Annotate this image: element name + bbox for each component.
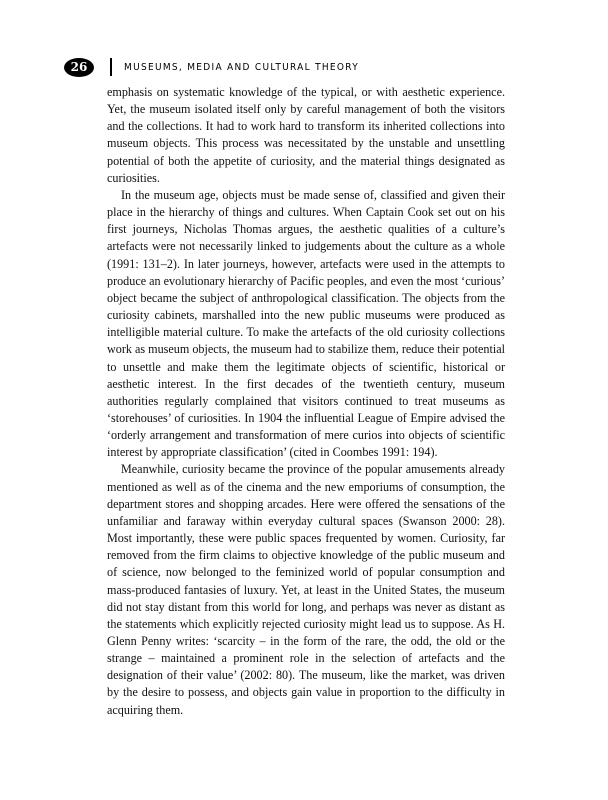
- body-text: [107, 84, 505, 719]
- page-number: 26: [64, 58, 94, 77]
- running-title: MUSEUMS, MEDIA AND CULTURAL THEORY: [124, 61, 360, 73]
- header-divider: [110, 58, 112, 76]
- running-header: [64, 57, 359, 77]
- paragraph: In the museum age, objects must be made sense of, classified and given their place in the hierarchy of things and cultures. When Captain Cook set out on his first journeys, Nicholas Thomas argues, the aesthetic qualities of a culture’s artefacts were not necessarily linked to judgements about the culture as a whole (1991: 131–2). In later journeys, however, artefacts were used in the attempts to produce an evolutionary hierarchy of Pacific peoples, and even the most ‘curious’ object became the subject of anthropological classification. The objects from the curiosity cabinets, marshalled into the new public museums were produced as intelligible material culture. To make the artefacts of the old curiosity collections work as museum objects, the museum had to stabilize them, reduce their potential to unsettle and make them the legitimate objects of scientific, historical or aesthetic interest. In the first decades of the twentieth century, museum authorities regularly complained that visitors continued to treat museums as ‘storehouses’ of curiosities. In 1904 the influential League of Empire advised the ‘orderly arrangement and transformation of mere curios into objects of scientific interest by appropriate classification’ (cited in Coombes 1991: 194).: [107, 187, 505, 460]
- paragraph: emphasis on systematic knowledge of the typical, or with aesthetic experience. Yet, the museum isolated itself only by careful management of both the visitors and the collections. It had to work hard to transform its inherited collections into museum objects. This process was necessitated by the unstable and unsettling potential of both the appetite of curiosity, and the material things designated as curiosities.: [107, 85, 505, 185]
- paragraph: Meanwhile, curiosity became the province of the popular amusements already mentioned as well as of the cinema and the new emporiums of consumption, the department stores and shopping arcades. Here were offered the sensations of the unfamiliar and faraway within everyday cultural spaces (Swanson 2000: 28). Most importantly, these were public spaces frequented by women. Curiosity, far removed from the firm claims to objective knowledge of the public museum and of science, now belonged to the feminized world of popular consumption and mass-produced fantasies of luxury. Yet, at least in the United States, the museum did not stay distant from this world for long, and perhaps was never as distant as the statements which explicitly rejected curiosity might lead us to suppose. As H. Glenn Penny writes: ‘scarcity – in the form of the rare, the odd, the old or the strange – maintained a prominent role in the selection of artefacts and the designation of their value’ (2002: 80). The museum, like the market, was driven by the desire to possess, and objects gain value in proportion to the difficulty in acquiring them.: [107, 462, 505, 717]
